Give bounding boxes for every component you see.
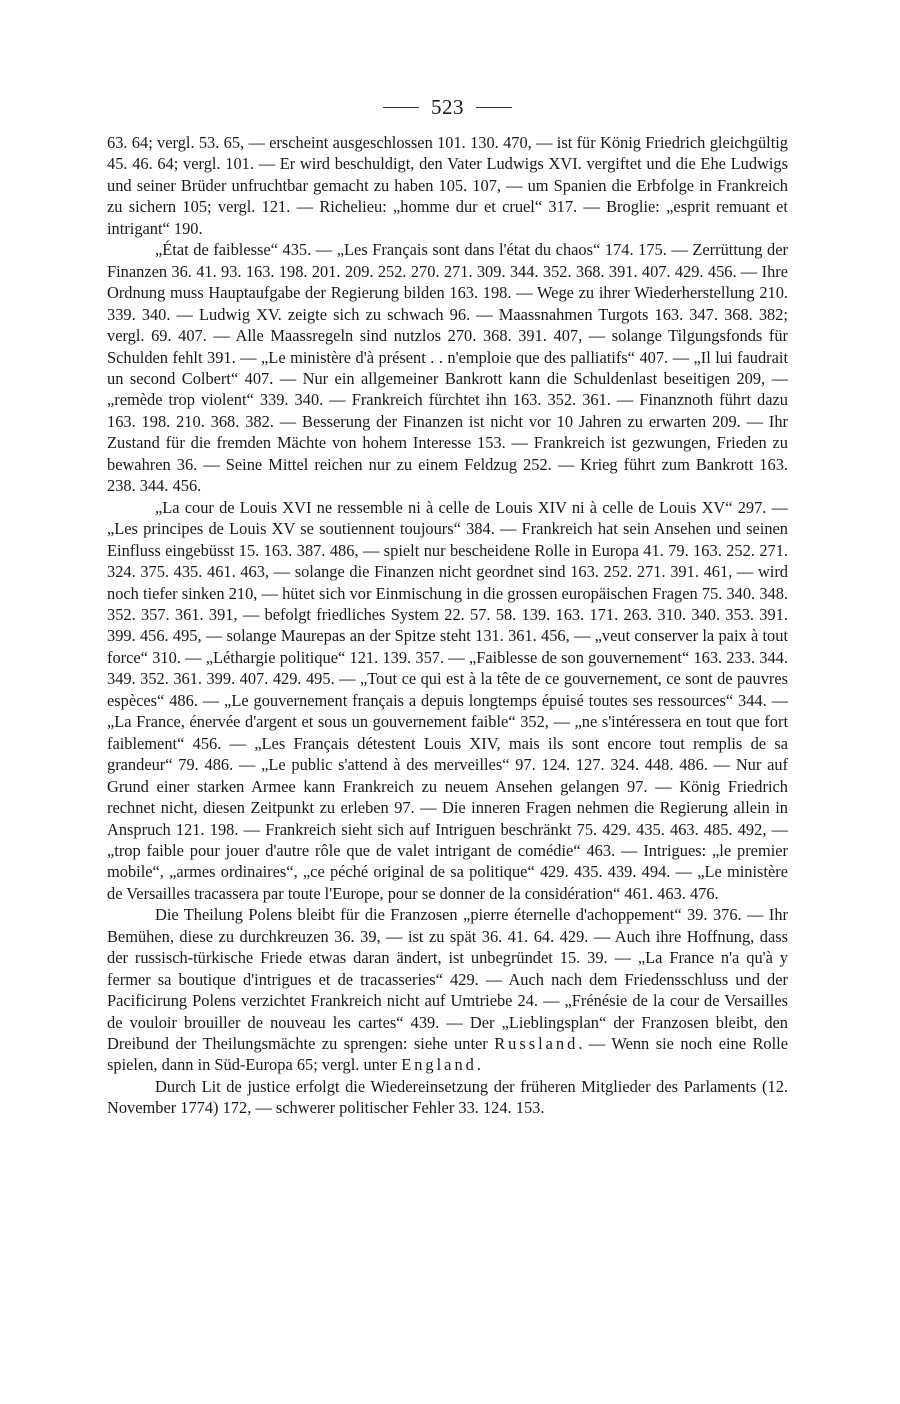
paragraph: „État de faiblesse“ 435. — „Les Français sont dans l'état du chaos“ 174. 175. — Zerrüttung der Finanzen 36. 41. 93. 163. 198. 201. 209. 252. 270. 271. 309. 344. 352. 368. 391. 407. 429. 456. — Ihre Ordnung muss Hauptaufgabe der Regierung bilden 163. 198. — Wege zu ihrer Wiederherstellung 210. 339. 340. — Ludwig XV. zeigte sich zu schwach 96. — Maassnahmen Turgots 163. 347. 368. 382; vergl. 69. 407. — Alle Maassregeln sind nutzlos 270. 368. 391. 407, — solange Tilgungsfonds für Schulden fehlt 391. — „Le ministère d'à présent . . n'emploie que des palliatifs“ 407. — „Il lui faudrait un second Colbert“ 407. — Nur ein allgemeiner Bankrott kann die Schuldenlast beseitigen 209, — „remède trop violent“ 339. 340. — Frankreich fürchtet ihn 163. 352. 361. — Finanznoth führt dazu 163. 198. 210. 368. 382. — Besserung der Finanzen ist nicht vor 10 Jahren zu erwarten 209. — Ihr Zustand für die fremden Mächte von hohem Interesse 153. — Frankreich ist gezwungen, Frieden zu bewahren 36. — Seine Mittel reichen nur zu einem Feldzug 252. — Krieg führt zum Bankrott 163. 238. 344. 456. [107,240,788,496]
document-page [107,92,788,1119]
header-rule-right [476,107,512,108]
paragraph: „La cour de Louis XVI ne ressemble ni à celle de Louis XIV ni à celle de Louis XV“ 297. — „Les principes de Louis XV se soutiennent toujours“ 384. — Frankreich hat sein Ansehen und seinen Einfluss eingebüsst 15. 163. 387. 486, — spielt nur bescheidene Rolle in Europa 41. 79. 163. 252. 271. 324. 375. 435. 461. 463, — solange die Finanzen nicht geordnet sind 163. 252. 271. 391. 461, — wird noch tiefer sinken 210, — hütet sich vor Einmischung in die grossen europäischen Fragen 75. 340. 348. 352. 357. 361. 391, — befolgt friedliches System 22. 57. 58. 139. 163. 171. 263. 310. 340. 353. 391. 399. 456. 495, — solange Maurepas an der Spitze steht 131. 361. 456, — „veut conserver la paix à tout force“ 310. — „Léthargie politique“ 121. 139. 357. — „Faiblesse de son gouvernement“ 163. 233. 344. 349. 352. 361. 399. 407. 429. 495. — „Tout ce qui est à la tête de ce gouvernement, ce sont de pauvres espèces“ 486. — „Le gouvernement français a depuis longtemps épuisé toutes ses ressources“ 344. — „La France, énervée d'argent et sous un gouvernement faible“ 352, — „ne s'intéressera en tout que fort faiblement“ 456. — „Les Français détestent Louis XIV, mais ils sont encore tout remplis de sa grandeur“ 79. 486. — „Le public s'attend à des merveilles“ 97. 124. 127. 324. 448. 486. — Nur auf Grund einer starken Armee kann Frankreich zu neuem Ansehen gelangen 97. — König Friedrich rechnet nicht, diesen Zeitpunkt zu erleben 97. — Die inneren Fragen nehmen die Regierung allein in Anspruch 121. 198. — Frankreich sieht sich auf Intriguen beschränkt 75. 429. 435. 463. 485. 492, — „trop faible pour jouer d'autre rôle que de valet intrigant de comédie“ 463. — Intrigues: „le premier mobile“, „armes ordinaires“, „ce péché original de sa politique“ 429. 435. 439. 494. — „Le ministère de Versailles tracassera par toute l'Europe, pour se donner de la considération“ 461. 463. 476. [107,497,788,903]
paragraph-text: Die Theilung Polens bleibt für die Franzosen „pierre éternelle d'achoppement“ 39. 376. — Ihr Bemühen, diese zu durchkreuzen 36. 39, — ist zu spät 36. 41. 64. 429. — Auch ihre Hoffnung, dass der russisch-türkische Friede etwas daran ändert, ist unbegründet 15. 39. — „La France n'a qu'à y fermer sa boutique d'intrigues et de tracasseries“ 429. — Auch nach dem Friedensschluss und der Pacificirung Polens verzichtet Frankreich nicht auf Umtriebe 24. — „Frénésie de la cour de Versailles de vouloir brouiller de nouveau les cartes“ 439. — Der „Lieblingsplan“ der Franzosen bleibt, den Dreibund der Theilungsmächte zu sprengen: siehe unter [107,905,788,1054]
page-number: 523 [431,94,464,119]
paragraph: 63. 64; vergl. 53. 65, — erscheint ausgeschlossen 101. 130. 470, — ist für König Friedrich gleichgültig 45. 46. 64; vergl. 101. — Er wird beschuldigt, den Vater Ludwigs XVI. vergiftet und die Ehe Ludwigs und seiner Brüder unfruchtbar gemacht zu haben 105. 107, — um Spanien die Erbfolge in Frankreich zu sichern 105; vergl. 121. — Richelieu: „homme dur et cruel“ 317. — Broglie: „esprit remuant et intrigant“ 190. [107,133,788,238]
cross-reference: England [401,1055,477,1075]
cross-reference: Russland [494,1034,579,1054]
paragraph: Durch Lit de justice erfolgt die Wiedereinsetzung der früheren Mitglieder des Parlaments (12. November 1774) 172, — schwerer politischer Fehler 33. 124. 153. [107,1076,788,1118]
header-rule-left [383,107,419,108]
paragraph-text: . — Wenn sie noch eine Rolle spielen, dann in Süd-Europa 65; vergl. unter [107,1034,788,1075]
page-header [107,92,788,122]
body-text [107,132,788,1119]
paragraph [107,904,788,1076]
paragraph-text: . [476,1055,481,1075]
